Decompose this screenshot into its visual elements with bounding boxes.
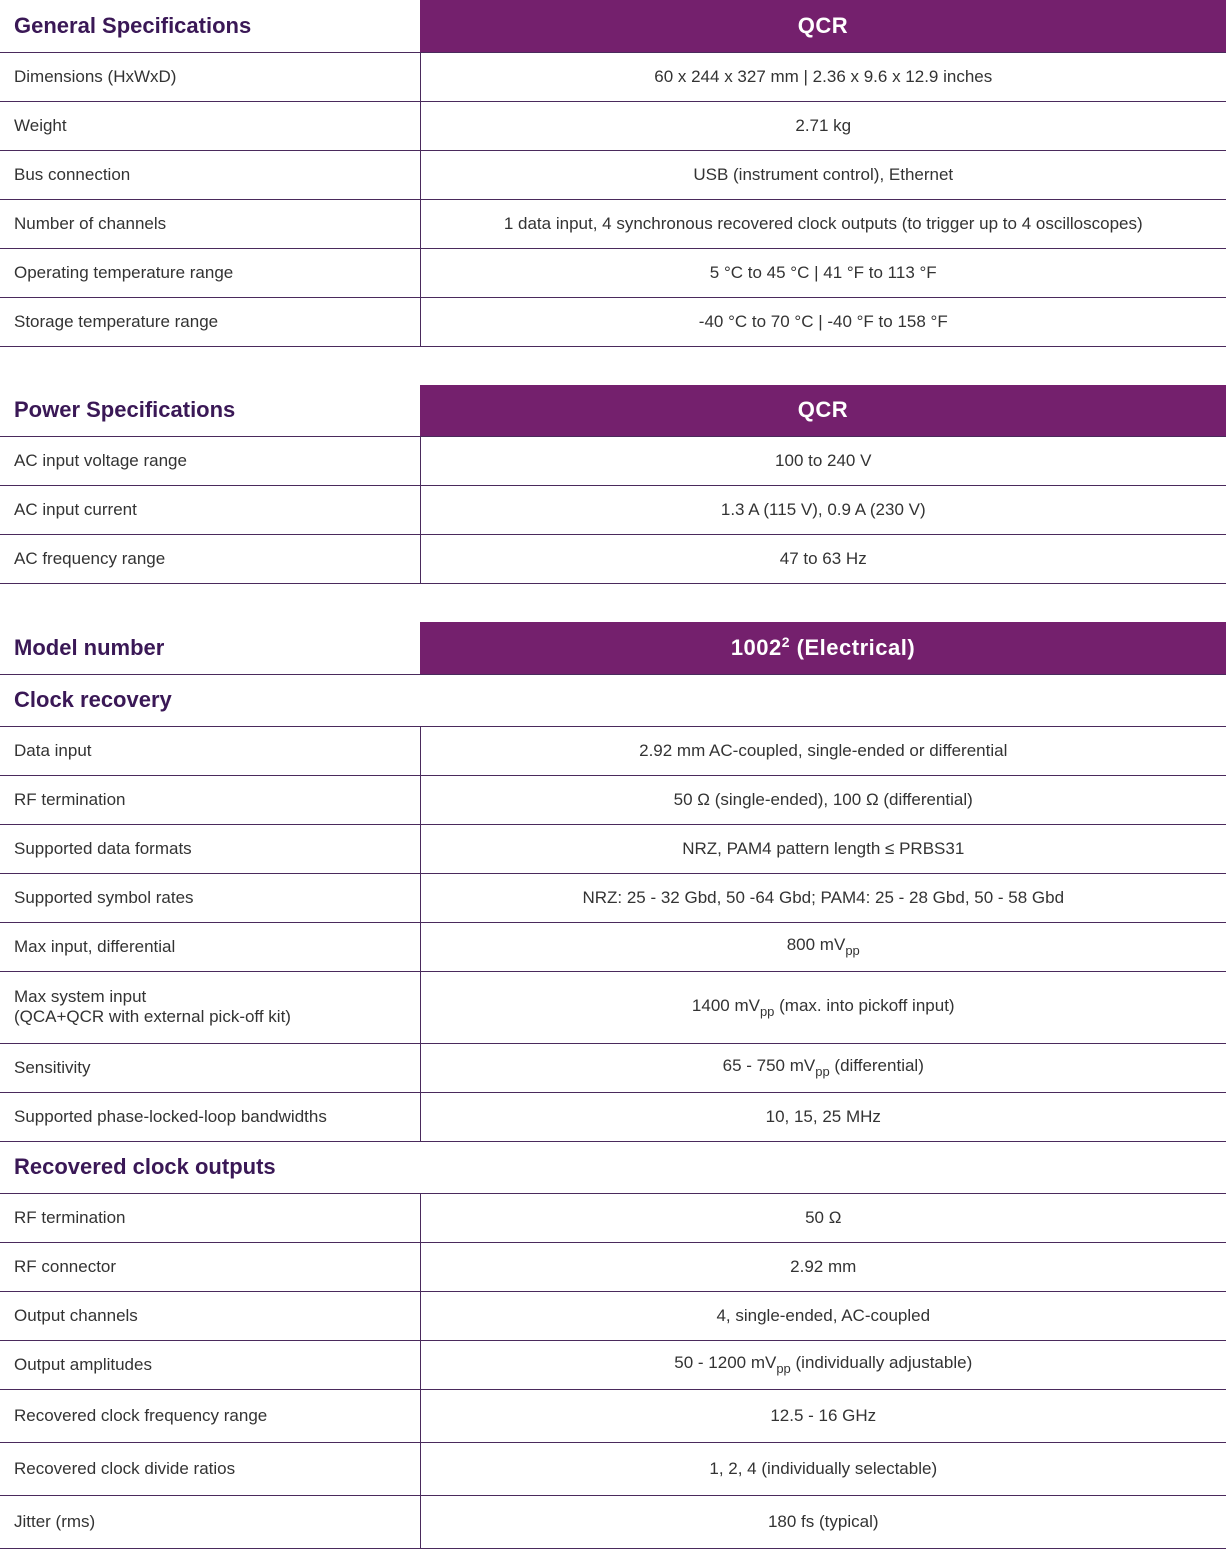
row-value: -40 °C to 70 °C | -40 °F to 158 °F (420, 297, 1226, 346)
value-text: 800 mV (786, 935, 846, 954)
row-label: Jitter (rms) (0, 1495, 420, 1548)
row-value: 47 to 63 Hz (420, 535, 1226, 584)
table-row (0, 101, 1226, 150)
table-row (0, 1043, 1226, 1092)
table-row (0, 1340, 1226, 1389)
power-specifications-table (0, 385, 1226, 585)
row-value: 1, 2, 4 (individually selectable) (420, 1442, 1226, 1495)
value-suffix: (differential) (829, 1056, 924, 1075)
row-label (0, 971, 420, 1043)
general-specifications-table (0, 0, 1226, 347)
row-value: 4, single-ended, AC-coupled (420, 1291, 1226, 1340)
table-row (0, 437, 1226, 486)
table-row (0, 726, 1226, 775)
row-label: Supported data formats (0, 824, 420, 873)
table-row (0, 199, 1226, 248)
value-text: 1400 mV (691, 995, 760, 1015)
row-label: AC input voltage range (0, 437, 420, 486)
row-label: RF termination (0, 1193, 420, 1242)
row-label: Max input, differential (0, 922, 420, 971)
table-row (0, 775, 1226, 824)
row-value: 2.92 mm (420, 1242, 1226, 1291)
row-label: Data input (0, 726, 420, 775)
row-label-line2: (QCA+QCR with external pick-off kit) (14, 1007, 291, 1026)
model-variant: (Electrical) (790, 635, 916, 661)
section-gap (0, 347, 1226, 385)
row-value: 50 Ω (single-ended), 100 Ω (differential) (420, 775, 1226, 824)
row-value (420, 922, 1226, 971)
row-value: 60 x 244 x 327 mm | 2.36 x 9.6 x 12.9 inches (420, 52, 1226, 101)
row-value: NRZ, PAM4 pattern length ≤ PRBS31 (420, 824, 1226, 873)
row-label: AC input current (0, 486, 420, 535)
row-label: Output amplitudes (0, 1340, 420, 1389)
row-label: RF termination (0, 775, 420, 824)
row-label: Recovered clock frequency range (0, 1389, 420, 1442)
table-row (0, 1495, 1226, 1548)
value-text: 65 - 750 mV (722, 1056, 816, 1075)
row-value: 100 to 240 V (420, 437, 1226, 486)
row-value: 10, 15, 25 MHz (420, 1092, 1226, 1141)
row-value: 12.5 - 16 GHz (420, 1389, 1226, 1442)
row-label: Recovered clock divide ratios (0, 1442, 420, 1495)
row-value: USB (instrument control), Ethernet (420, 150, 1226, 199)
row-value: NRZ: 25 - 32 Gbd, 50 -64 Gbd; PAM4: 25 - 28 Gbd, 50 - 58 Gbd (420, 873, 1226, 922)
row-value: 5 °C to 45 °C | 41 °F to 113 °F (420, 248, 1226, 297)
section-heading-row (0, 674, 1226, 726)
row-label-line1: Max system input (14, 987, 147, 1006)
row-value: 1 data input, 4 synchronous recovered clock outputs (to trigger up to 4 oscilloscopes) (420, 199, 1226, 248)
row-label: AC frequency range (0, 535, 420, 584)
header-label: General Specifications (0, 0, 420, 52)
value-subscript: pp (845, 943, 860, 958)
row-value (420, 971, 1226, 1043)
row-value: 50 Ω (420, 1193, 1226, 1242)
table-row (0, 824, 1226, 873)
value-subscript: pp (815, 1064, 830, 1079)
footnote-marker: 2 (781, 634, 791, 651)
row-value: 1.3 A (115 V), 0.9 A (230 V) (420, 486, 1226, 535)
value-subscript: pp (776, 1361, 791, 1376)
section-gap (0, 584, 1226, 622)
row-label: Supported symbol rates (0, 873, 420, 922)
table-row (0, 971, 1226, 1043)
header-model (420, 622, 1226, 674)
table-row (0, 1242, 1226, 1291)
section-title: Clock recovery (0, 674, 1226, 726)
header-label: Power Specifications (0, 385, 420, 437)
value-suffix: (individually adjustable) (790, 1353, 973, 1372)
table-row (0, 535, 1226, 584)
row-label: Number of channels (0, 199, 420, 248)
table-row (0, 1092, 1226, 1141)
row-label: Dimensions (HxWxD) (0, 52, 420, 101)
table-row (0, 1442, 1226, 1495)
row-label: Operating temperature range (0, 248, 420, 297)
table-row (0, 1193, 1226, 1242)
table-row (0, 248, 1226, 297)
table-row (0, 486, 1226, 535)
row-label: Storage temperature range (0, 297, 420, 346)
row-value: 2.92 mm AC-coupled, single-ended or differential (420, 726, 1226, 775)
table-row (0, 1291, 1226, 1340)
model-specifications-table (0, 622, 1226, 1549)
table-header (0, 0, 1226, 52)
row-label: RF connector (0, 1242, 420, 1291)
table-header (0, 385, 1226, 437)
row-label: Supported phase-locked-loop bandwidths (0, 1092, 420, 1141)
row-label: Sensitivity (0, 1043, 420, 1092)
row-label: Output channels (0, 1291, 420, 1340)
table-row (0, 52, 1226, 101)
table-row (0, 873, 1226, 922)
row-value: 2.71 kg (420, 101, 1226, 150)
row-label: Bus connection (0, 150, 420, 199)
row-value: 180 fs (typical) (420, 1495, 1226, 1548)
header-label: Model number (0, 622, 420, 674)
section-heading-row (0, 1141, 1226, 1193)
table-header (0, 622, 1226, 674)
value-subscript: pp (759, 1003, 775, 1019)
table-row (0, 922, 1226, 971)
model-number: 1002 (730, 635, 782, 661)
header-product: QCR (420, 0, 1226, 52)
section-title: Recovered clock outputs (0, 1141, 1226, 1193)
row-value (420, 1043, 1226, 1092)
row-value (420, 1340, 1226, 1389)
table-row (0, 150, 1226, 199)
row-label: Weight (0, 101, 420, 150)
value-text: 50 - 1200 mV (674, 1353, 777, 1372)
header-product: QCR (420, 385, 1226, 437)
table-row (0, 1389, 1226, 1442)
table-row (0, 297, 1226, 346)
value-suffix: (max. into pickoff input) (774, 995, 955, 1015)
